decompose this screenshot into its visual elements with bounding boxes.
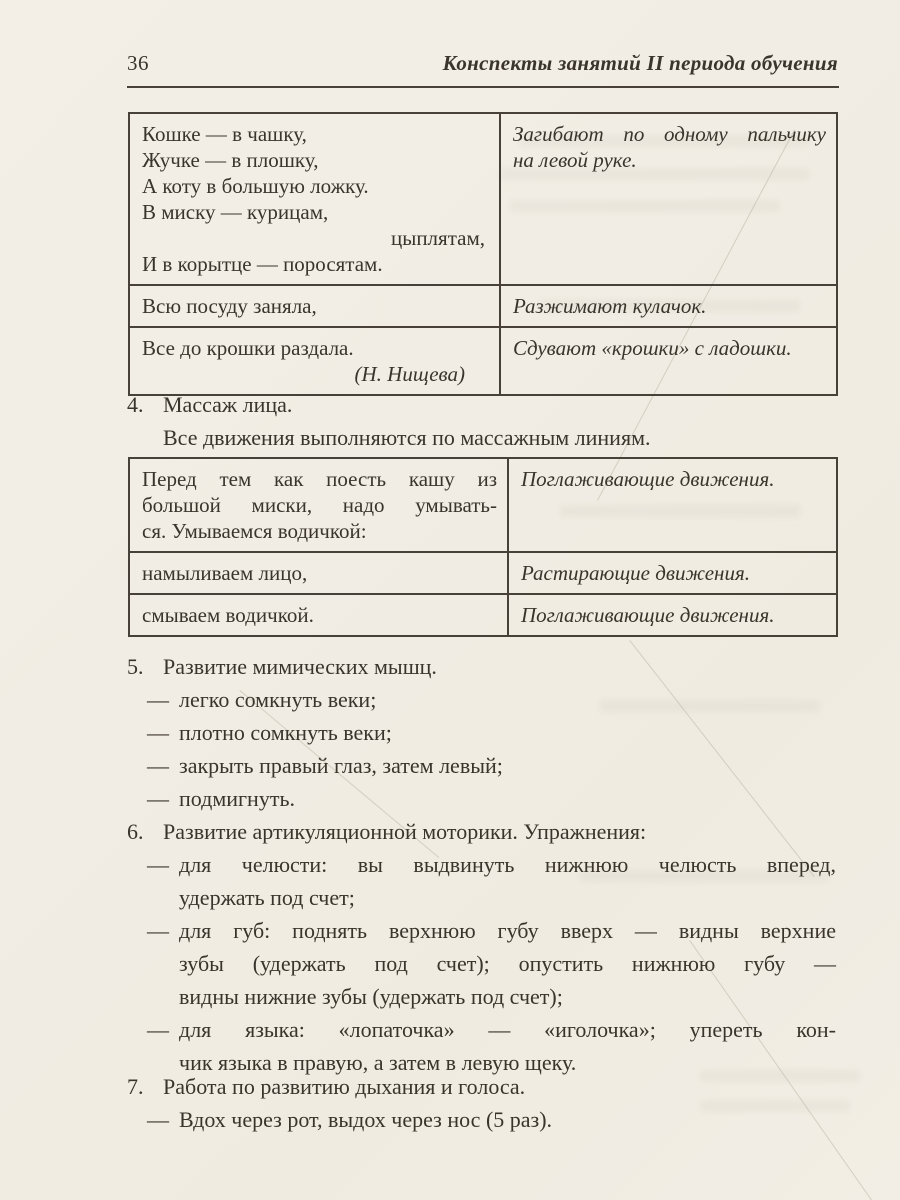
text-line: ся. Умываемся водичкой: — [142, 519, 367, 543]
dash: — — [147, 852, 169, 877]
text-line: для языка: «лопаточка» — «иголочка»; упереть кон- — [179, 1017, 836, 1042]
section-heading — [127, 815, 840, 848]
text-line: для челюсти: вы выдвинуть нижнюю челюсть вперед, — [179, 852, 836, 877]
list-item-text: Вдох через рот, выдох через нос (5 раз). — [179, 1107, 553, 1132]
list-item-text: закрыть правый глаз, затем левый; — [179, 753, 503, 778]
list-item-text — [179, 914, 840, 1013]
verse-cell: намыливаем лицо, — [129, 552, 508, 594]
dash: — — [147, 918, 169, 943]
list-item — [147, 848, 840, 914]
list-item — [147, 782, 840, 815]
verse-line: Кошке — в чашку, — [142, 122, 307, 146]
dash: — — [147, 1017, 169, 1042]
dash: — — [147, 720, 169, 745]
verse-cell: Всю посуду заняла, — [129, 285, 500, 327]
verse-line: И в корытце — поросятам. — [142, 252, 383, 276]
header-rule — [127, 86, 839, 88]
text-line: для губ: поднять верхнюю губу вверх — видны верхние — [179, 918, 836, 943]
verse-line: Все до крошки раздала. — [142, 336, 354, 360]
section-breathing-voice — [127, 1070, 840, 1136]
list-item — [147, 683, 840, 716]
section-subtitle: Все движения выполняются по массажным линиям. — [163, 425, 651, 450]
verse-cell — [129, 458, 508, 552]
table-row — [129, 458, 837, 552]
instruction-line: Загибают по одному пальчику — [513, 122, 826, 146]
instruction-cell: Растирающие движения. — [508, 552, 837, 594]
list-item — [147, 716, 840, 749]
dash: — — [147, 753, 169, 778]
instruction-cell: Поглаживающие движения. — [508, 458, 837, 552]
instruction-cell: Разжимают кулачок. — [500, 285, 837, 327]
table-row — [129, 594, 837, 636]
table-row — [129, 113, 837, 285]
list-item-text: плотно сомкнуть веки; — [179, 720, 392, 745]
instruction-cell — [500, 113, 837, 285]
verse-cell: смываем водичкой. — [129, 594, 508, 636]
instruction-cell: Поглаживающие движения. — [508, 594, 837, 636]
section-title: Развитие мимических мышц. — [163, 654, 437, 679]
dash: — — [147, 687, 169, 712]
list-item-text: легко сомкнуть веки; — [179, 687, 377, 712]
list-item — [147, 749, 840, 782]
author-credit: (Н. Нищева) — [354, 362, 465, 386]
text-line: зубы (удержать под счет); опустить нижнюю губу — — [179, 951, 836, 976]
table-row — [129, 552, 837, 594]
section-number: 7. — [127, 1074, 144, 1099]
section-number: 5. — [127, 654, 144, 679]
section-heading — [127, 1070, 840, 1103]
instruction-line: на левой руке. — [513, 148, 637, 172]
dash: — — [147, 786, 169, 811]
verse-cell — [129, 327, 500, 395]
page-header — [127, 50, 838, 76]
verse-line: А коту в большую ложку. — [142, 174, 369, 198]
section-title: Массаж лица. — [163, 392, 293, 417]
section-title: Работа по развитию дыхания и голоса. — [163, 1074, 526, 1099]
massage-table — [128, 457, 838, 637]
section-title: Развитие артикуляционной моторики. Упражнения: — [163, 819, 647, 844]
text-line: чик языка в правую, а затем в левую щеку. — [179, 1050, 577, 1075]
list-item — [147, 914, 840, 1013]
verse-line: цыплятам, — [390, 226, 485, 250]
verse-line: В миску — курицам, — [142, 200, 329, 224]
verse-line: Жучке — в плошку, — [142, 148, 319, 172]
section-heading — [127, 650, 840, 683]
section-massage — [127, 388, 840, 454]
table-row — [129, 285, 837, 327]
section-number: 6. — [127, 819, 144, 844]
list-item-text — [179, 848, 840, 914]
page-number: 36 — [127, 51, 149, 75]
instruction-cell: Сдувают «крошки» с ладошки. — [500, 327, 837, 395]
text-line: большой миски, надо умывать- — [142, 493, 497, 517]
verse-cell — [129, 113, 500, 285]
section-articulation — [127, 815, 840, 1079]
text-line: удержать под счет; — [179, 885, 355, 910]
section-number: 4. — [127, 392, 144, 417]
table-row — [129, 327, 837, 395]
section-mimic-muscles — [127, 650, 840, 815]
list-item-text: подмигнуть. — [179, 786, 295, 811]
finger-game-table — [128, 112, 838, 396]
text-line: Перед тем как поесть кашу из — [142, 467, 497, 491]
section-heading — [127, 388, 840, 421]
running-header-title: Конспекты занятий II периода обучения — [442, 51, 838, 75]
list-item — [147, 1103, 840, 1136]
text-line: видны нижние зубы (удержать под счет); — [179, 984, 563, 1009]
dash: — — [147, 1107, 169, 1132]
